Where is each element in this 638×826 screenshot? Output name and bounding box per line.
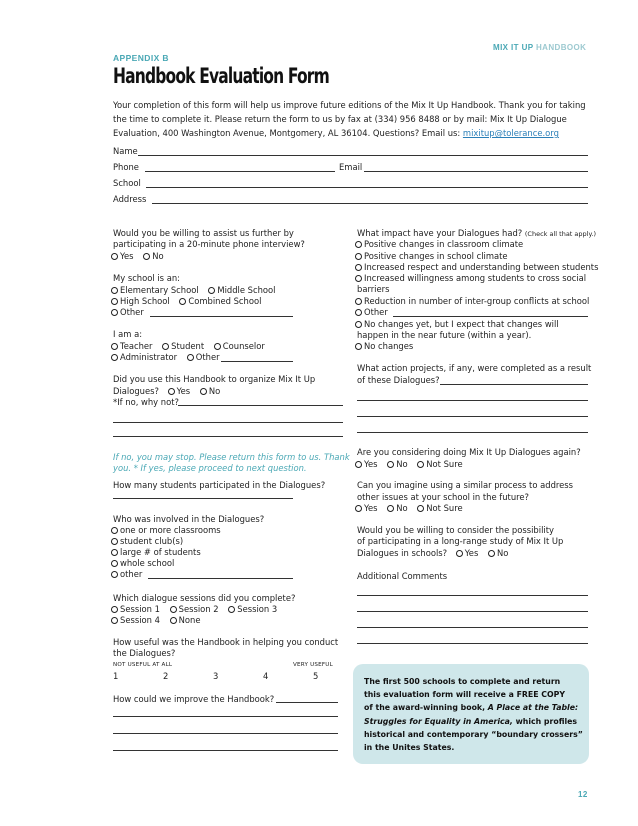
option-label: other bbox=[120, 569, 143, 579]
similar-process-not-sure[interactable] bbox=[417, 503, 462, 514]
handbook-header-suffix: HANDBOOK bbox=[535, 43, 587, 52]
comments-label: Additional Comments bbox=[357, 571, 448, 581]
role-other[interactable] bbox=[187, 352, 220, 363]
checkbox-circle-icon bbox=[355, 309, 362, 316]
radio-circle-icon bbox=[417, 505, 424, 512]
option-label: Elementary School bbox=[120, 285, 199, 295]
improve-field-3[interactable] bbox=[113, 733, 338, 734]
option-label: student club(s) bbox=[120, 536, 184, 546]
radio-circle-icon bbox=[111, 527, 118, 534]
handbook-header bbox=[493, 43, 586, 52]
scale-3[interactable]: 3 bbox=[213, 671, 219, 681]
option-label: High School bbox=[120, 296, 170, 306]
scale-5[interactable]: 5 bbox=[313, 671, 319, 681]
handbook-use-question-line-2 bbox=[113, 386, 227, 397]
study-question-line-1: Would you be willing to consider the possibility bbox=[357, 525, 554, 535]
impact-school[interactable] bbox=[355, 251, 508, 262]
option-label: whole school bbox=[120, 558, 175, 568]
name-label: Name bbox=[113, 146, 138, 156]
again-not-sure[interactable] bbox=[417, 459, 462, 470]
page-number: 12 bbox=[578, 790, 588, 799]
impact-classroom[interactable] bbox=[355, 239, 523, 250]
school-type-row-1 bbox=[111, 285, 282, 296]
improve-field-1[interactable] bbox=[276, 702, 338, 703]
handbook-use-yes[interactable] bbox=[168, 386, 191, 397]
phone-label: Phone bbox=[113, 162, 139, 172]
option-label: Other bbox=[195, 352, 220, 362]
role-student[interactable] bbox=[162, 341, 204, 352]
action-projects-field-4[interactable] bbox=[357, 432, 588, 433]
similar-process-options bbox=[355, 503, 470, 514]
role-row-1 bbox=[111, 341, 272, 352]
radio-circle-icon bbox=[111, 253, 118, 260]
session-none-option[interactable] bbox=[170, 615, 201, 626]
radio-circle-icon bbox=[488, 550, 495, 557]
option-label: Reduction in number of inter-group conflicts at school bbox=[364, 296, 590, 306]
intro-line-1: Your completion of this form will help us improve future editions of the Mix It Up Handbook. Thank you for taking bbox=[113, 100, 586, 110]
checkbox-circle-icon bbox=[355, 264, 362, 271]
impact-respect[interactable] bbox=[355, 262, 598, 273]
role-administrator[interactable] bbox=[111, 352, 177, 363]
address-label: Address bbox=[113, 194, 147, 204]
option-label: Positive changes in school climate bbox=[364, 251, 508, 261]
role-counselor[interactable] bbox=[214, 341, 265, 352]
improve-field-4[interactable] bbox=[113, 750, 338, 751]
phone-interview-question-line-1: Would you be willing to assist us further by bbox=[113, 228, 294, 238]
checkbox-circle-icon bbox=[355, 321, 362, 328]
again-question: Are you considering doing Mix It Up Dialogues again? bbox=[357, 447, 581, 457]
students-count-question: How many students participated in the Dialogues? bbox=[113, 480, 326, 490]
impact-willingness[interactable] bbox=[355, 273, 586, 284]
involvement-clubs[interactable] bbox=[111, 536, 183, 547]
phone-interview-yes[interactable] bbox=[111, 251, 134, 262]
option-label: Session 3 bbox=[237, 604, 278, 614]
school-type-elementary[interactable] bbox=[111, 285, 199, 296]
impact-none[interactable] bbox=[355, 341, 413, 352]
question-note: (Check all that apply.) bbox=[524, 230, 596, 238]
radio-circle-icon bbox=[111, 309, 118, 316]
radio-circle-icon bbox=[387, 505, 394, 512]
school-field[interactable] bbox=[146, 187, 588, 188]
option-label: Increased respect and understanding between students bbox=[364, 262, 599, 272]
question-text: Dialogues in schools? bbox=[357, 548, 448, 558]
option-label: Session 1 bbox=[120, 604, 160, 614]
promo-line-3-text: of the award-winning book, bbox=[364, 703, 486, 713]
school-type-row-2 bbox=[111, 296, 268, 307]
similar-process-yes[interactable] bbox=[355, 503, 378, 514]
radio-circle-icon bbox=[355, 461, 362, 468]
appendix-label: APPENDIX B bbox=[113, 53, 169, 63]
sessions-question: Which dialogue sessions did you complete? bbox=[113, 593, 296, 603]
option-label: Student bbox=[171, 341, 205, 351]
option-label: Counselor bbox=[222, 341, 265, 351]
checkbox-circle-icon bbox=[355, 241, 362, 248]
intro-line-3-text: Evaluation, 400 Washington Avenue, Montgomery, AL 36104. Questions? Email us: bbox=[113, 128, 461, 138]
radio-circle-icon bbox=[111, 343, 118, 350]
promo-line-5: historical and contemporary “boundary crossers” bbox=[364, 729, 583, 739]
address-field[interactable] bbox=[152, 203, 588, 204]
radio-circle-icon bbox=[111, 606, 118, 613]
comments-field-3[interactable] bbox=[357, 627, 588, 628]
comments-field-2[interactable] bbox=[357, 611, 588, 612]
promo-line-4 bbox=[364, 715, 589, 728]
option-label: Positive changes in classroom climate bbox=[364, 239, 524, 249]
option-label: Session 2 bbox=[178, 604, 219, 614]
radio-circle-icon bbox=[208, 287, 215, 294]
school-type-high[interactable] bbox=[111, 296, 170, 307]
option-label: Teacher bbox=[120, 341, 153, 351]
involvement-large-group[interactable] bbox=[111, 547, 201, 558]
study-yes[interactable] bbox=[456, 548, 479, 559]
role-other-field[interactable] bbox=[221, 361, 293, 362]
action-projects-field-3[interactable] bbox=[357, 416, 588, 417]
scale-2[interactable]: 2 bbox=[163, 671, 169, 681]
again-options bbox=[355, 459, 470, 470]
intro-line-3 bbox=[113, 128, 559, 139]
option-label: No bbox=[396, 459, 408, 469]
radio-circle-icon bbox=[170, 617, 177, 624]
school-type-middle[interactable] bbox=[208, 285, 275, 296]
study-no[interactable] bbox=[488, 548, 508, 559]
phone-interview-no[interactable] bbox=[143, 251, 163, 262]
option-label: No bbox=[497, 548, 509, 558]
handbook-use-no[interactable] bbox=[200, 386, 220, 397]
similar-process-question-line-2: other issues at your school in the future? bbox=[357, 492, 530, 502]
question-text: Dialogues? bbox=[113, 386, 159, 396]
study-question-line-3 bbox=[357, 548, 515, 559]
radio-circle-icon bbox=[143, 253, 150, 260]
school-type-question: My school is an: bbox=[113, 273, 180, 283]
option-label: No bbox=[208, 386, 221, 396]
action-projects-question-line-1: What action projects, if any, were completed as a result bbox=[357, 363, 592, 373]
question-text: What impact have your Dialogues had? bbox=[357, 228, 523, 238]
scale-high-label: VERY USEFUL bbox=[293, 662, 333, 668]
option-label: one or more classrooms bbox=[120, 525, 221, 535]
usefulness-question-line-1: How useful was the Handbook in helping you conduct bbox=[113, 637, 339, 647]
stop-note-line-1: If no, you may stop. Please return this form to us. Thank bbox=[113, 452, 350, 462]
option-label: None bbox=[178, 615, 201, 625]
radio-circle-icon bbox=[168, 388, 175, 395]
impact-other-field[interactable] bbox=[393, 316, 588, 317]
improve-field-2[interactable] bbox=[113, 716, 338, 717]
students-count-field[interactable] bbox=[113, 498, 293, 499]
radio-circle-icon bbox=[111, 549, 118, 556]
why-not-field-1[interactable] bbox=[178, 405, 343, 406]
phone-field[interactable] bbox=[145, 171, 335, 172]
promo-line-4-text: which profiles bbox=[515, 716, 578, 726]
action-projects-question-line-2: of these Dialogues? bbox=[357, 375, 440, 385]
involvement-other-field[interactable] bbox=[148, 578, 293, 579]
role-row-2 bbox=[111, 352, 227, 363]
handbook-use-question-line-1: Did you use this Handbook to organize Mix It Up bbox=[113, 374, 316, 384]
promo-box bbox=[353, 664, 589, 764]
email-link[interactable]: mixitup@tolerance.org bbox=[462, 128, 559, 138]
radio-circle-icon bbox=[111, 571, 118, 578]
radio-circle-icon bbox=[355, 505, 362, 512]
option-label: Increased willingness among students to cross social bbox=[364, 273, 587, 283]
name-field[interactable] bbox=[138, 155, 588, 156]
similar-process-no[interactable] bbox=[387, 503, 407, 514]
why-not-field-3[interactable] bbox=[113, 436, 343, 437]
book-title-part-2: Struggles for Equality in America, bbox=[364, 716, 513, 726]
option-label: No bbox=[396, 503, 408, 513]
option-label: Yes bbox=[364, 459, 378, 469]
radio-circle-icon bbox=[111, 298, 118, 305]
role-question: I am a: bbox=[113, 329, 143, 339]
option-label: No changes yet, but I expect that changes will bbox=[364, 319, 559, 329]
option-label: Combined School bbox=[188, 296, 262, 306]
involvement-question: Who was involved in the Dialogues? bbox=[113, 514, 265, 524]
option-label: Not Sure bbox=[426, 459, 463, 469]
radio-circle-icon bbox=[387, 461, 394, 468]
book-title-part-1: A Place at the Table: bbox=[487, 703, 579, 713]
improve-question: How could we improve the Handbook? bbox=[113, 694, 275, 704]
again-yes[interactable] bbox=[355, 459, 378, 470]
option-label: Other bbox=[120, 307, 144, 317]
impact-conflicts[interactable] bbox=[355, 296, 589, 307]
impact-other[interactable] bbox=[355, 307, 388, 318]
phone-interview-question-line-2: participating in a 20-minute phone interview? bbox=[113, 239, 305, 249]
scale-4[interactable]: 4 bbox=[263, 671, 269, 681]
option-label: Yes bbox=[464, 548, 479, 558]
option-label: Session 4 bbox=[120, 615, 160, 625]
phone-interview-options bbox=[111, 251, 171, 262]
school-type-other-field[interactable] bbox=[150, 316, 293, 317]
impact-future[interactable] bbox=[355, 319, 559, 330]
option-label: Yes bbox=[120, 251, 134, 261]
why-not-label: *If no, why not? bbox=[113, 397, 179, 407]
session-3-option[interactable] bbox=[228, 604, 277, 615]
radio-circle-icon bbox=[456, 550, 463, 557]
why-not-field-2[interactable] bbox=[113, 422, 343, 423]
stop-note-line-2: you. * If yes, please proceed to next question. bbox=[113, 463, 307, 473]
session-2-option[interactable] bbox=[170, 604, 219, 615]
checkbox-circle-icon bbox=[355, 343, 362, 350]
impact-willingness-line-2: barriers bbox=[357, 284, 390, 294]
handbook-header-prefix: MIX IT UP bbox=[493, 43, 534, 52]
action-projects-field-2[interactable] bbox=[357, 400, 588, 401]
sessions-row-2 bbox=[111, 615, 207, 626]
involvement-classrooms[interactable] bbox=[111, 525, 221, 536]
radio-circle-icon bbox=[200, 388, 207, 395]
option-label: Yes bbox=[176, 386, 191, 396]
option-label: Yes bbox=[364, 503, 378, 513]
similar-process-question-line-1: Can you imagine using a similar process to address bbox=[357, 480, 574, 490]
email-label: Email bbox=[339, 162, 363, 172]
promo-line-1: The first 500 schools to complete and return bbox=[364, 677, 561, 686]
radio-circle-icon bbox=[111, 560, 118, 567]
role-teacher[interactable] bbox=[111, 341, 152, 352]
option-label: Not Sure bbox=[426, 503, 463, 513]
school-type-other[interactable] bbox=[111, 307, 144, 318]
page-title: Handbook Evaluation Form bbox=[113, 64, 329, 88]
option-label: large # of students bbox=[120, 547, 201, 557]
scale-1[interactable]: 1 bbox=[113, 671, 119, 681]
radio-circle-icon bbox=[214, 343, 221, 350]
checkbox-circle-icon bbox=[355, 298, 362, 305]
option-label: Middle School bbox=[217, 285, 276, 295]
study-question-line-2: of participating in a long-range study of Mix It Up bbox=[357, 536, 564, 546]
comments-field-1[interactable] bbox=[357, 595, 588, 596]
comments-field-4[interactable] bbox=[357, 643, 588, 644]
option-label: Administrator bbox=[120, 352, 178, 362]
again-no[interactable] bbox=[387, 459, 407, 470]
checkbox-circle-icon bbox=[355, 253, 362, 260]
radio-circle-icon bbox=[170, 606, 177, 613]
radio-circle-icon bbox=[111, 354, 118, 361]
radio-circle-icon bbox=[111, 538, 118, 545]
school-type-combined[interactable] bbox=[179, 296, 261, 307]
promo-text bbox=[364, 675, 589, 754]
promo-line-2: this evaluation form will receive a FREE COPY bbox=[364, 690, 565, 700]
promo-line-6: in the Unites States. bbox=[364, 743, 455, 753]
involvement-whole-school[interactable] bbox=[111, 558, 174, 569]
option-label: No bbox=[152, 251, 164, 261]
radio-circle-icon bbox=[111, 617, 118, 624]
action-projects-field-1[interactable] bbox=[440, 384, 588, 385]
option-label: No changes bbox=[364, 341, 414, 351]
radio-circle-icon bbox=[179, 298, 186, 305]
checkbox-circle-icon bbox=[355, 275, 362, 282]
involvement-other[interactable] bbox=[111, 569, 142, 580]
session-1-option[interactable] bbox=[111, 604, 160, 615]
radio-circle-icon bbox=[228, 606, 235, 613]
radio-circle-icon bbox=[417, 461, 424, 468]
radio-circle-icon bbox=[111, 287, 118, 294]
promo-line-3 bbox=[364, 701, 589, 714]
radio-circle-icon bbox=[187, 354, 194, 361]
impact-future-line-2: happen in the near future (within a year). bbox=[357, 330, 532, 340]
usefulness-question-line-2: the Dialogues? bbox=[113, 648, 176, 658]
option-label: Other bbox=[364, 307, 388, 317]
scale-low-label: NOT USEFUL AT ALL bbox=[113, 662, 173, 668]
sessions-row-1 bbox=[111, 604, 284, 615]
session-4-option[interactable] bbox=[111, 615, 160, 626]
email-field[interactable] bbox=[364, 171, 588, 172]
school-label: School bbox=[113, 178, 141, 188]
radio-circle-icon bbox=[162, 343, 169, 350]
intro-line-2: the time to complete it. Please return the form to us by fax at (334) 956 8488 or by mail: Mix It Up Dialogue bbox=[113, 114, 567, 124]
